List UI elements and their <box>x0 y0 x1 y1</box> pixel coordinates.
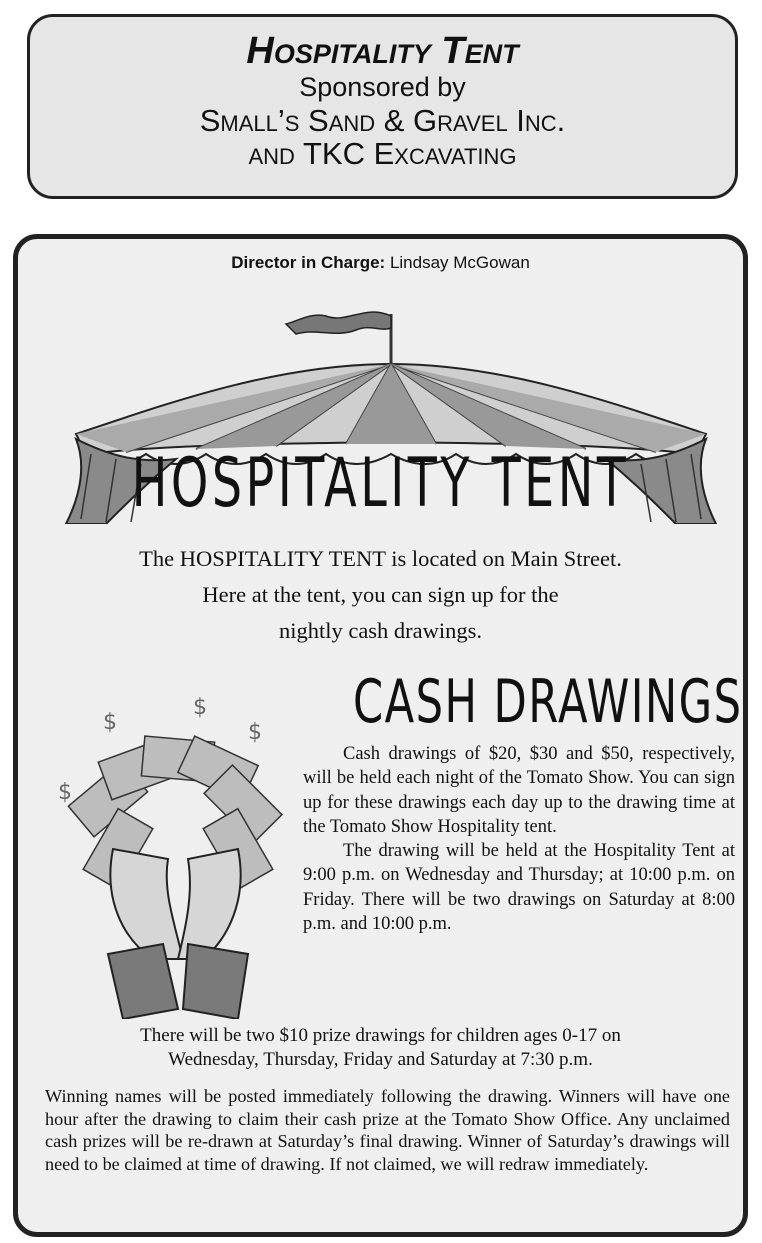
svg-text:$: $ <box>103 710 117 735</box>
intro-text <box>18 541 743 649</box>
main-box <box>13 234 748 1237</box>
children-line-1: There will be two $10 prize drawings for children ages 0-17 on <box>140 1025 621 1046</box>
sponsored-by-label: Sponsored by <box>299 72 466 102</box>
director-line <box>18 253 743 273</box>
svg-text:$: $ <box>248 720 262 745</box>
svg-text:$: $ <box>58 780 72 805</box>
director-label: Director in Charge: <box>231 253 386 272</box>
intro-line-3: nightly cash drawings. <box>278 618 483 643</box>
director-name: Lindsay McGowan <box>389 253 530 272</box>
cash-drawings-text <box>303 742 735 936</box>
children-drawings-text <box>18 1024 743 1072</box>
header-box <box>27 14 738 199</box>
sponsor-name-1: Small’s Sand & Gravel Inc. <box>199 103 566 138</box>
cash-drawings-title: CASH DRAWINGS <box>353 667 743 737</box>
money-hands-illustration <box>43 689 308 1019</box>
children-line-2: Wednesday, Thursday, Friday and Saturday at 7:30 p.m. <box>168 1049 593 1070</box>
cash-paragraph-2: The drawing will be held at the Hospitality Tent at 9:00 p.m. on Wednesday and Thursday; at 10:00 p.m. on Friday. There will be two drawings on Saturday at 8:00 p.m. and 10:00 p.m. <box>303 841 735 935</box>
svg-text:$: $ <box>193 695 207 720</box>
tent-title: HOSPITALITY TENT <box>131 444 630 523</box>
sponsor-name-2: and TKC Excavating <box>248 136 517 171</box>
intro-line-1: The HOSPITALITY TENT is located on Main Street. <box>139 546 622 571</box>
intro-line-2: Here at the tent, you can sign up for the <box>202 582 559 607</box>
winning-names-text: Winning names will be posted immediately following the drawing. Winners will have one hour after the drawing to claim their cash prize at the Tomato Show Office. Any unclaimed cash prizes will be re-drawn at Saturday’s final drawing. Winner of Saturday’s drawings will need to be claimed at time of drawing. If not claimed, we will redraw immediately. <box>45 1086 730 1174</box>
cash-paragraph-1: Cash drawings of $20, $30 and $50, respectively, will be held each night of the Tomato Show. You can sign up for these drawings each day up to the drawing time at the Tomato Show Hospitality tent. <box>303 744 735 837</box>
header-title: Hospitality Tent <box>246 30 519 72</box>
